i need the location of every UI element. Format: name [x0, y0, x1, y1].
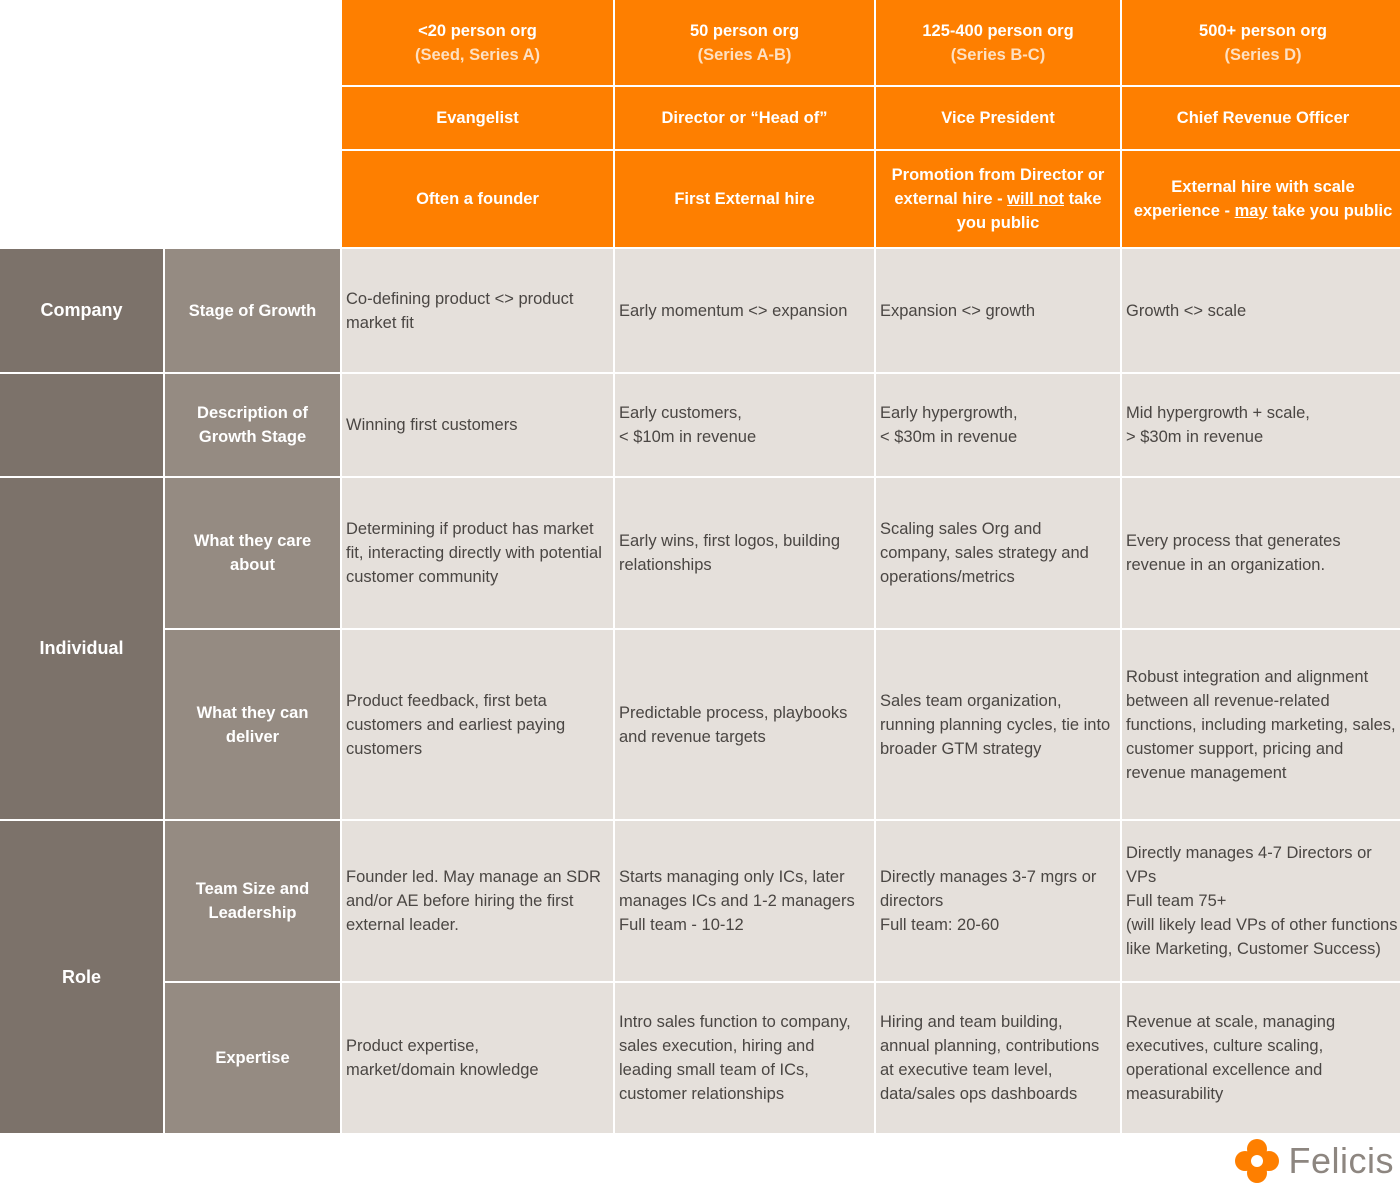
table-cell: Early wins, first logos, building relationships — [615, 478, 874, 628]
row-label-team-size-and-leadership: Team Size and Leadership — [165, 821, 340, 981]
row-label-description-of-growth-stage: Description of Growth Stage — [165, 374, 340, 476]
felicis-logo — [1234, 1138, 1394, 1184]
row-label-stage-of-growth: Stage of Growth — [165, 249, 340, 372]
table-cell: Early customers, < $10m in revenue — [615, 374, 874, 476]
group-label-company-blank — [0, 374, 163, 476]
header-title-2: Director or “Head of” — [615, 87, 874, 149]
header-hire-4: External hire with scale experience - may take you public — [1122, 151, 1400, 247]
table-cell: Predictable process, playbooks and revenue targets — [615, 630, 874, 819]
table-cell: Founder led. May manage an SDR and/or AE before hiring the first external leader. — [342, 821, 613, 981]
table-cell: Growth <> scale — [1122, 249, 1400, 372]
table-cell: Early momentum <> expansion — [615, 249, 874, 372]
table-cell: Hiring and team building, annual planning, contributions at executive team level, data/sales ops dashboards — [876, 983, 1120, 1133]
header-hire-2: First External hire — [615, 151, 874, 247]
table-cell: Expansion <> growth — [876, 249, 1120, 372]
table-cell: Product feedback, first beta customers and earliest paying customers — [342, 630, 613, 819]
header-hire-3: Promotion from Director or external hire - will not take you public — [876, 151, 1120, 247]
clover-icon — [1234, 1138, 1280, 1184]
table-cell: Sales team organization, running planning cycles, tie into broader GTM strategy — [876, 630, 1120, 819]
table-cell: Directly manages 3-7 mgrs or directors Full team: 20-60 — [876, 821, 1120, 981]
header-org-size-1: <20 person org (Seed, Series A) — [342, 0, 613, 85]
table-cell: Robust integration and alignment between all revenue-related functions, including marketing, sales, customer support, pricing and revenue management — [1122, 630, 1400, 819]
brand-name: Felicis — [1288, 1140, 1394, 1181]
header-hire-1: Often a founder — [342, 151, 613, 247]
table-cell: Intro sales function to company, sales execution, hiring and leading small team of ICs, customer relationships — [615, 983, 874, 1133]
table-cell: Winning first customers — [342, 374, 613, 476]
group-label-role: Role — [0, 821, 163, 1133]
header-org-size-4: 500+ person org (Series D) — [1122, 0, 1400, 85]
row-label-what-they-care-about: What they care about — [165, 478, 340, 628]
table-cell: Determining if product has market fit, interacting directly with potential customer community — [342, 478, 613, 628]
group-label-company: Company — [0, 249, 163, 372]
table-cell: Every process that generates revenue in an organization. — [1122, 478, 1400, 628]
corner-blank — [0, 0, 340, 247]
table-cell: Scaling sales Org and company, sales strategy and operations/metrics — [876, 478, 1120, 628]
header-title-4: Chief Revenue Officer — [1122, 87, 1400, 149]
header-title-1: Evangelist — [342, 87, 613, 149]
header-org-size-2: 50 person org (Series A-B) — [615, 0, 874, 85]
row-label-what-they-can-deliver: What they can deliver — [165, 630, 340, 819]
header-title-3: Vice President — [876, 87, 1120, 149]
table-cell: Revenue at scale, managing executives, culture scaling, operational excellence and measurability — [1122, 983, 1400, 1133]
header-org-size-3: 125-400 person org (Series B-C) — [876, 0, 1120, 85]
group-label-individual: Individual — [0, 478, 163, 819]
row-label-expertise: Expertise — [165, 983, 340, 1133]
table-cell: Directly manages 4-7 Directors or VPs Full team 75+ (will likely lead VPs of other functions like Marketing, Customer Success) — [1122, 821, 1400, 981]
table-cell: Starts managing only ICs, later manages ICs and 1-2 managers Full team - 10-12 — [615, 821, 874, 981]
table-cell: Product expertise, market/domain knowledge — [342, 983, 613, 1133]
table-cell: Early hypergrowth, < $30m in revenue — [876, 374, 1120, 476]
table-cell: Co-defining product <> product market fit — [342, 249, 613, 372]
table-cell: Mid hypergrowth + scale, > $30m in revenue — [1122, 374, 1400, 476]
